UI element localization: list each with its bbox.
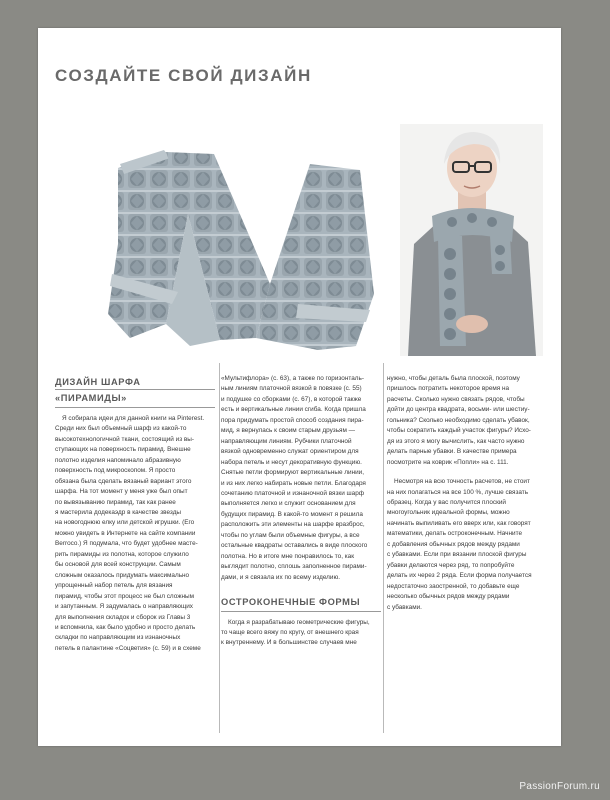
page-title: СОЗДАЙТЕ СВОЙ ДИЗАЙН (55, 66, 312, 85)
text-line: можно увидеть в Интернете на сайте компании (55, 529, 196, 537)
text-line: расположить эти элементы на шарфе вразброс, (221, 521, 365, 529)
column-1 (55, 377, 215, 654)
magazine-page (38, 28, 561, 746)
heading-rule (55, 389, 215, 390)
text-line: шарфа. На тот момент у меня уже был опыт (55, 488, 188, 496)
text-line: убавки делаются через ряд, то попробуйте (387, 561, 515, 569)
text-line: делать их через 2 ряда. Если форма получается (387, 572, 532, 580)
text-line: на них полагаться на все 100 %, лучше связать (387, 488, 529, 496)
text-line: с убавками. (387, 603, 422, 611)
column-3-paragraph-2 (387, 477, 552, 613)
text-line: дами, и я связала их по всему изделию. (221, 573, 341, 581)
text-line: по вывязыванию пирамид, так как ранее (55, 498, 176, 506)
text-line: гольника? Сколько необходимо сделать убавок, (387, 416, 530, 424)
text-line: мид, я вернулась к своим старым друзьям — (221, 427, 356, 435)
column-3-paragraph-1 (387, 374, 552, 468)
text-line: дя из этого я могу вычислить, как часто нужно (387, 437, 525, 445)
text-line: полотно изделия напоминало абразивную (55, 456, 181, 464)
knitted-scarf-image (60, 124, 394, 360)
text-line: пирамид, чтобы этот процесс не был сложным (55, 592, 195, 600)
text-line: сочетанию платочной и изнаночной вязки шарф (221, 489, 365, 497)
text-line: расчеты. Сколько нужно связать рядов, чтобы (387, 395, 525, 403)
column-2-text-bottom (221, 618, 381, 649)
text-line: полотна. Но в итоге мне понравилось то, как (221, 552, 355, 560)
text-line: с добавления обычных рядов между рядами (387, 540, 520, 548)
text-line: бы основой для всей конструкции. Самым (55, 561, 181, 569)
text-line: поверхность под микроскопом. Я просто (55, 467, 176, 475)
text-line: к внутреннему. И в большинстве случаев мне (221, 639, 357, 647)
text-line: складки по направляющим из изнаночных (55, 634, 181, 642)
text-line: петель в палантине «Соцветия» (с. 59) и в схеме (55, 644, 201, 652)
text-line: с убавками. Если при вязании плоской фигуры (387, 551, 527, 559)
text-line: Снятые петли формируют вертикальные линии, (221, 469, 365, 477)
text-line: обязана была сделать вязаный вариант этого (55, 477, 192, 485)
text-line: ным линиям платочной вязкой в повязке (с. 55) (221, 385, 362, 393)
column-1-text (55, 414, 215, 654)
text-line: будущих пирамид. В какой-то момент я решила (221, 510, 363, 518)
column-2 (221, 374, 381, 649)
text-line: и из них легко набирать новые петли. Благодаря (221, 479, 366, 487)
text-line: нужно, чтобы деталь была плоской, поэтому (387, 375, 520, 382)
text-line: «Мультифлора» (с. 63), а также по горизонталь- (221, 375, 364, 382)
text-line: выполняется легко и служит основанием для (221, 500, 356, 508)
text-line: и вспомнила, как было удобно и просто делать (55, 623, 196, 631)
text-line: Я собирала идеи для данной книги на Pinterest. (62, 414, 205, 422)
text-line: многоугольник идеальной формы, можно (387, 509, 510, 517)
watermark: PassionForum.ru (519, 781, 600, 792)
text-line: математики, делать остроконечным. Начните (387, 530, 523, 538)
text-line: то чаще всего вяжу по кругу, от внешнего края (221, 628, 359, 636)
text-line: делать парные убавки. В качестве примера (387, 448, 517, 456)
text-line: для выполнения складок и сборок из Главы 3 (55, 613, 191, 621)
text-line: я мастерила додекаэдр в качестве звезды (55, 508, 182, 516)
heading-rule (55, 407, 215, 408)
text-line: на новогоднюю елку или детской игрушки. (Его (55, 519, 195, 527)
text-line: есть и вертикальные линии сгиба. Когда пришла (221, 406, 366, 414)
text-line: остальные квадраты оставались в виде плоского (221, 542, 368, 550)
text-line: направляющим линиям. Рубчики платочной (221, 437, 352, 445)
text-line: Berroco.) Я подумала, что будет удобнее масте- (55, 540, 198, 548)
text-line: упрощенный набор петель для вязания (55, 582, 173, 590)
text-line: Среди них был объемный шарф из какой-то (55, 425, 187, 433)
text-line: пришлось потратить некоторое время на (387, 385, 510, 393)
text-line: набора петель и несут декоративную функцию. (221, 458, 362, 466)
section-heading-scarf-design: ДИЗАЙН ШАРФА (55, 377, 141, 387)
column-divider-left (219, 363, 220, 733)
text-line: вязкой одновременно служат ориентиром для (221, 448, 359, 456)
text-line: образец. Когда у вас получится плоский (387, 498, 507, 506)
text-line: и подушке со сборками (с. 67), в которой также (221, 395, 362, 403)
text-line: Когда я разрабатываю геометрические фигуры, (228, 618, 370, 626)
text-line: ступающих на поверхность пирамид. Внешне (55, 446, 191, 454)
text-line: начинать выпиливать его вверх или, как говорят (387, 519, 531, 527)
text-line: пора придумать простой способ создания пира- (221, 416, 364, 424)
heading-rule (221, 611, 381, 612)
text-line: Несмотря на всю точность расчетов, не стоит (394, 478, 530, 486)
column-2-text-top (221, 374, 381, 583)
text-line: чтобы сократить каждый участок фигуры? Исхо- (387, 427, 531, 435)
text-line: посмотрите на коврик «Попли» на с. 111. (387, 458, 509, 466)
text-line: сложным оказалось придумать максимально (55, 571, 190, 579)
text-line: высокотехнологичной ткани, состоящий из вы- (55, 435, 195, 443)
column-divider-right (383, 363, 384, 733)
section-heading-pyramids: «ПИРАМИДЫ» (55, 393, 127, 404)
text-line: недостаточно заостренной, то добавьте еще (387, 582, 520, 590)
woman-wearing-scarf-image (400, 124, 543, 356)
section-heading-pointed-forms: ОСТРОКОНЕЧНЫЕ ФОРМЫ (221, 597, 361, 608)
text-line: и запутанным. Я задумалась о направляющих (55, 603, 193, 611)
text-line: рить пирамиды из полотна, которое служило (55, 550, 189, 558)
text-line: чтобы по углам были объемные фигуры, а все (221, 531, 360, 539)
text-line: дойти до центра квадрата, восьми- или шестиу- (387, 406, 530, 414)
column-3 (387, 374, 552, 613)
text-line: выглядит полотно, сплошь заполненное пирами- (221, 563, 367, 571)
text-line: несколько обычных рядов между рядами (387, 593, 510, 601)
